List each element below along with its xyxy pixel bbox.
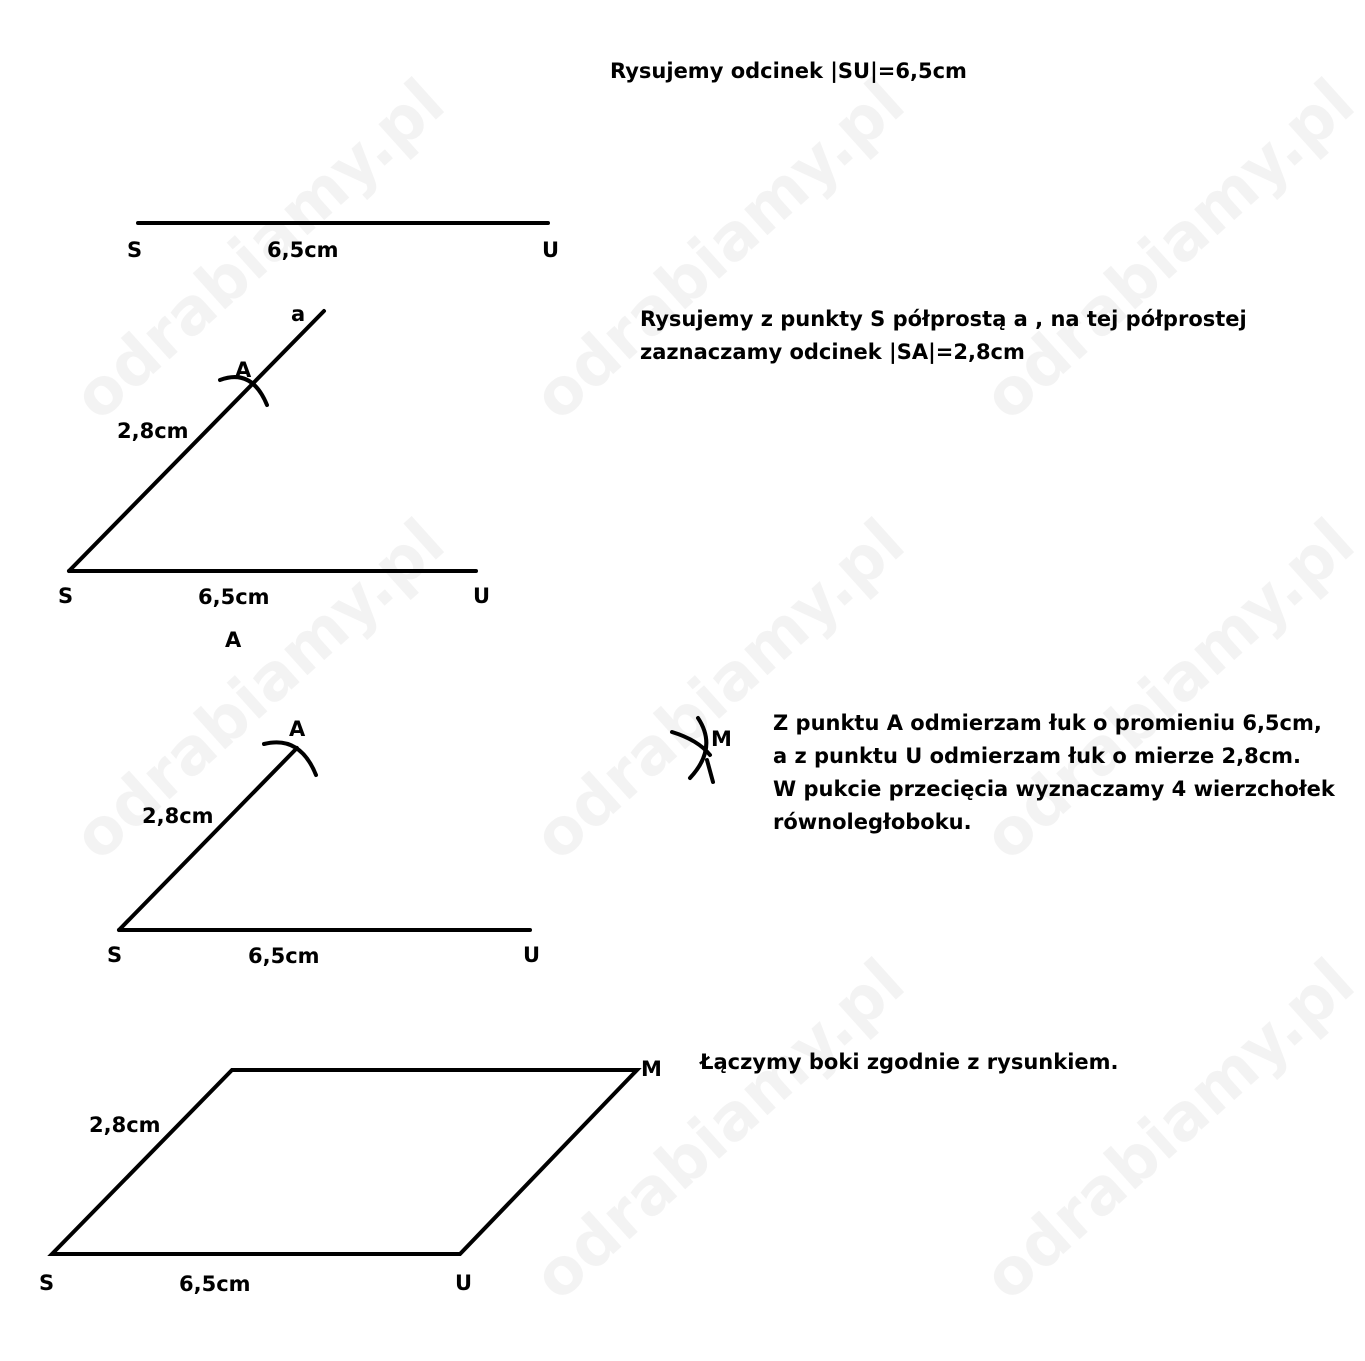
step4-label-su: 6,5cm [179,1272,251,1296]
step2-label-a-stray: A [225,628,242,652]
step2-label-su: 6,5cm [198,585,270,609]
segment-sa-step3 [119,748,297,930]
step3-caption-line2: a z punktu U odmierzam łuk o mierze 2,8cm. [773,744,1302,768]
step4-caption: Łączymy boki zgodnie z rysunkiem. [700,1050,1119,1074]
step2-caption-line2: zaznaczamy odcinek |SA|=2,8cm [640,340,1025,364]
arc-m-tick [707,760,713,782]
step1-label-su: 6,5cm [267,238,339,262]
step3-label-u: U [523,943,541,967]
step3-label-su: 6,5cm [248,944,320,968]
step1-caption: Rysujemy odcinek |SU|=6,5cm [610,59,967,83]
step2-label-a: A [235,358,252,382]
step3-label-sa: 2,8cm [142,804,214,828]
step3-caption-line3: W pukcie przecięcia wyznaczamy 4 wierzchołek [773,777,1335,801]
parallelogram-samu [52,1070,637,1254]
step3-caption-line4: równoległoboku. [773,810,972,834]
step2-label-u: U [473,584,491,608]
step1-label-u: U [542,238,560,262]
arc-a-step3 [264,742,316,775]
step3-label-a: A [289,717,306,741]
step2-label-s: S [58,584,74,608]
step3-label-s: S [107,943,123,967]
step3-label-m: M [711,727,732,751]
step2-label-sa: 2,8cm [117,419,189,443]
step2-caption-line1: Rysujemy z punkty S półprostą a , na tej półprostej [640,307,1247,331]
step4-label-s: S [39,1271,55,1295]
step3-caption-line1: Z punktu A odmierzam łuk o promieniu 6,5cm, [773,711,1322,735]
step4-label-m: M [641,1057,662,1081]
step2-label-ray: a [291,302,306,326]
step4-label-sa: 2,8cm [89,1113,161,1137]
ray-a-step2 [69,311,324,571]
step1-label-s: S [127,238,143,262]
step4-label-u: U [455,1271,473,1295]
